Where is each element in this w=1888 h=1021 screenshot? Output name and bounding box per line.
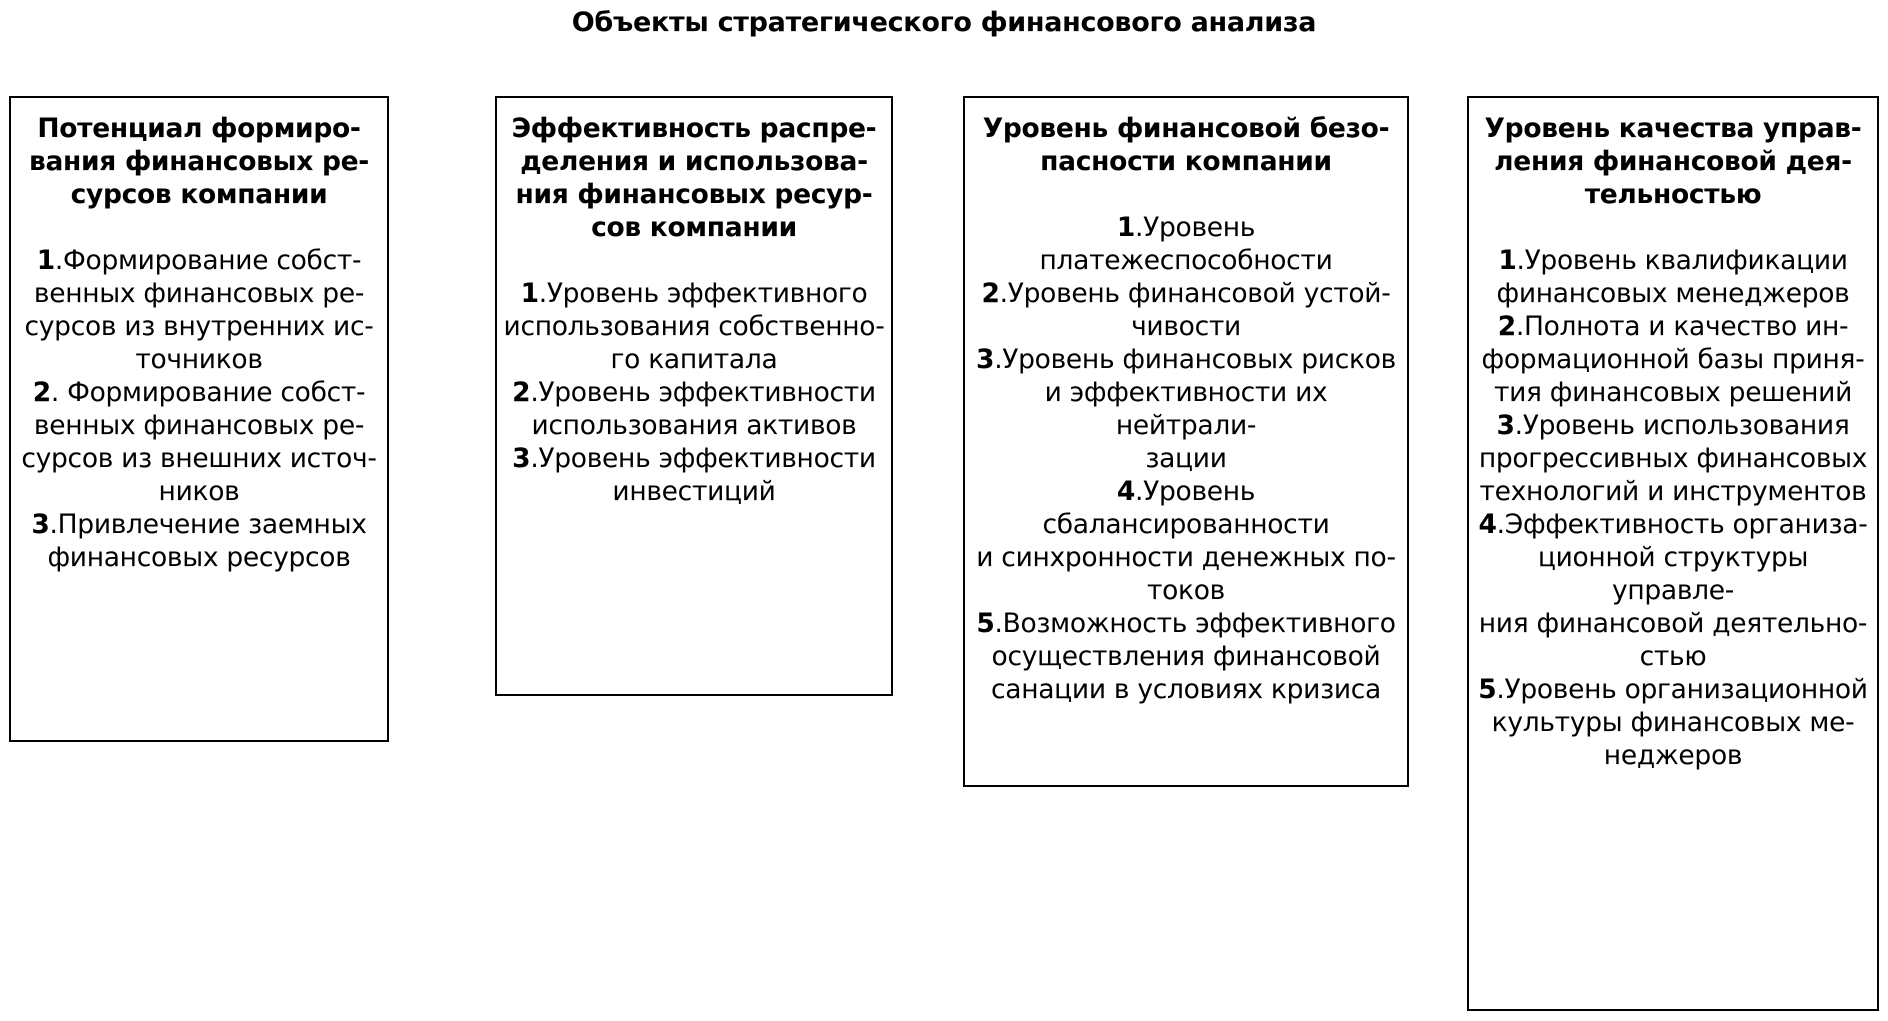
item-list bbox=[965, 211, 1407, 706]
list-item bbox=[503, 277, 885, 376]
box-financial-security bbox=[963, 96, 1409, 787]
list-item bbox=[1475, 409, 1871, 508]
item-number: 1 bbox=[1116, 212, 1136, 243]
item-list bbox=[1469, 244, 1877, 772]
item-text: .Полнота и качество ин- формационной базы приня- тия финансовых решений bbox=[1481, 311, 1865, 408]
box-title: Потенциал формиро- вания финансовых ре- сурсов компании bbox=[28, 113, 370, 210]
item-number: 2 bbox=[512, 377, 531, 408]
item-number: 1 bbox=[520, 278, 539, 309]
item-number: 2 bbox=[32, 377, 51, 408]
item-text: .Эффективность организа- ционной структуры управле- ния финансовой деятельно- стью bbox=[1478, 509, 1868, 672]
list-item bbox=[17, 244, 381, 376]
list-item bbox=[17, 376, 381, 508]
item-text: .Уровень организационной культуры финансовых ме- неджеров bbox=[1491, 674, 1868, 771]
list-item bbox=[971, 343, 1401, 475]
item-text: .Уровень эффективности инвестиций bbox=[530, 443, 876, 507]
box-title: Уровень качества управ- ления финансовой дея- тельностью bbox=[1484, 113, 1862, 210]
item-list bbox=[11, 244, 387, 574]
item-number: 3 bbox=[1496, 410, 1515, 441]
box-management-quality bbox=[1467, 96, 1879, 1011]
item-number: 4 bbox=[1116, 476, 1136, 507]
box-resource-efficiency bbox=[495, 96, 893, 696]
item-text: .Возможность эффективного осуществления финансовой санации в условиях кризиса bbox=[991, 608, 1396, 705]
item-text: .Уровень платежеспособности bbox=[1039, 212, 1333, 276]
box-funding-potential bbox=[9, 96, 389, 742]
item-number: 5 bbox=[976, 608, 995, 639]
list-item bbox=[971, 277, 1401, 343]
item-text: .Уровень эффективного использования собственно- го капитала bbox=[503, 278, 885, 375]
list-item bbox=[503, 442, 885, 508]
item-number: 2 bbox=[1497, 311, 1516, 342]
page-title: Объекты стратегического финансового анализа bbox=[571, 7, 1317, 38]
item-number: 3 bbox=[512, 443, 531, 474]
item-number: 5 bbox=[1478, 674, 1497, 705]
list-item bbox=[1475, 673, 1871, 772]
list-item bbox=[971, 607, 1401, 706]
item-text: . Формирование собст- венных финансовых ре- сурсов из внешних источ- ников bbox=[21, 377, 377, 507]
item-number: 1 bbox=[1498, 245, 1517, 276]
item-list bbox=[497, 277, 891, 508]
item-number: 1 bbox=[36, 245, 55, 276]
list-item bbox=[1475, 310, 1871, 409]
item-text: .Формирование собст- венных финансовых ре- сурсов из внутренних ис- точников bbox=[24, 245, 374, 375]
item-number: 4 bbox=[1478, 509, 1497, 540]
item-number: 2 bbox=[981, 278, 1000, 309]
list-item bbox=[17, 508, 381, 574]
item-text: .Уровень эффективности использования активов bbox=[530, 377, 876, 441]
item-number: 3 bbox=[31, 509, 50, 540]
list-item bbox=[1475, 244, 1871, 310]
list-item bbox=[503, 376, 885, 442]
list-item bbox=[971, 475, 1401, 607]
item-text: .Уровень финансовой устой- чивости bbox=[999, 278, 1391, 342]
item-text: .Уровень использования прогрессивных финансовых технологий и инструментов bbox=[1478, 410, 1868, 507]
item-text: .Уровень квалификации финансовых менеджеров bbox=[1496, 245, 1850, 309]
box-title: Уровень финансовой безо- пасности компании bbox=[982, 113, 1390, 177]
list-item bbox=[1475, 508, 1871, 673]
item-text: .Уровень финансовых рисков и эффективности их нейтрали- зации bbox=[994, 344, 1396, 474]
item-number: 3 bbox=[976, 344, 995, 375]
list-item bbox=[971, 211, 1401, 277]
box-title: Эффективность распре- деления и использова- ния финансовых ресур- сов компании bbox=[511, 113, 877, 243]
item-text: .Привлечение заемных финансовых ресурсов bbox=[47, 509, 367, 573]
item-text: .Уровень сбалансированности и синхронности денежных по- токов bbox=[976, 476, 1396, 606]
